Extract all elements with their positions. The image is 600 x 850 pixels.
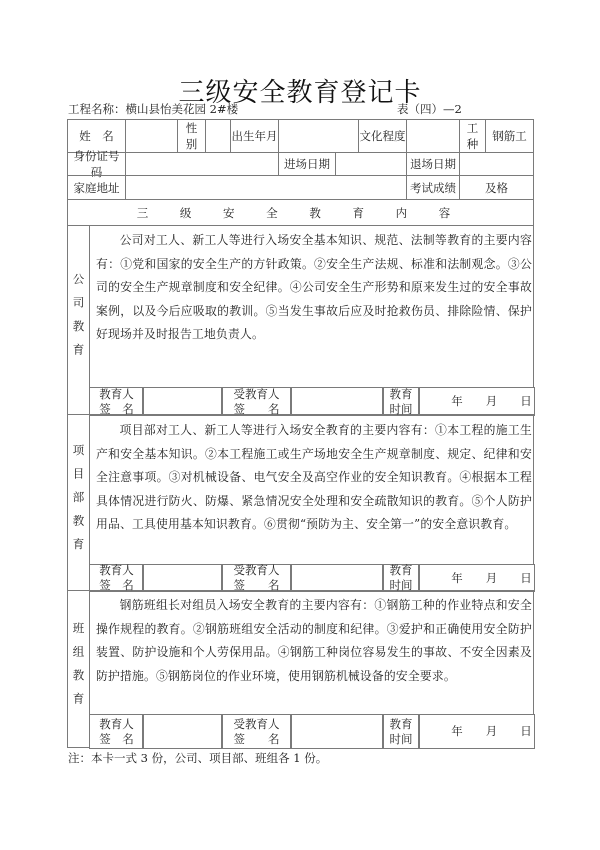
time-label: [382, 714, 420, 749]
section-label-text: 班组教育: [71, 622, 86, 716]
gender-label: 性别: [177, 119, 206, 153]
entry-date-label: 进场日期: [278, 152, 336, 176]
section-label-text: 项目部教育: [71, 443, 86, 562]
time-label: [382, 564, 420, 592]
time-label-line2: 时间: [389, 731, 413, 746]
exit-date-label: 退场日期: [406, 152, 460, 176]
date-text: 年 月 日: [451, 724, 532, 738]
footnote: 注：本卡一式 3 份，公司、项目部、班组各 1 份。: [68, 751, 328, 765]
exit-date-field[interactable]: [459, 152, 534, 176]
section-text-team: 钢筋班组长对组员入场安全教育的主要内容有：①钢筋工种的作业特点和安全操作规程的教育。②钢筋班组安全活动的制度和纪律。③爱护和正确使用安全防护装置、防护设施和个人劳保用品。④钢筋工种岗位容易发生的事故、不安全因素及防护措施。⑤钢筋岗位的作业环境，使用钢筋机械设备的安全要求。: [96, 598, 532, 683]
date-text: 年 月 日: [451, 570, 532, 585]
time-label-line1: 教育: [389, 563, 413, 577]
birth-label: 出生年月: [230, 119, 279, 153]
birth-field[interactable]: [278, 119, 359, 153]
trainee-label-line2: 签 名: [233, 401, 280, 416]
time-label-line2: 时间: [389, 578, 413, 592]
educator-label-line1: 教育人: [99, 563, 134, 577]
section-text-company: 公司对工人、新工人等进行入场安全基本知识、规范、法制等教育的主要内容有：①党和国家的安全生产的方针政策。②安全生产法规、标准和法制观念。③公司的安全生产规章制度和安全纪律。④公司安全生产形势和原来发生过的安全事故案例，以及今后应吸取的教训。⑤当发生事故后应及时抢救伤员、排除险情、保护好现场并及时报告工地负责人。: [96, 233, 532, 341]
date-text: 年 月 日: [451, 394, 532, 408]
education-date-field[interactable]: [418, 714, 535, 749]
name-label: 姓 名: [67, 119, 126, 153]
time-label-line2: 时间: [389, 401, 413, 416]
educator-label: [89, 564, 144, 592]
educator-label-line2: 签 名: [99, 731, 134, 746]
educator-signature-field[interactable]: [142, 564, 223, 592]
id-label: 身份证号码: [67, 152, 126, 176]
educator-label-line2: 签 名: [99, 401, 134, 416]
id-field[interactable]: [125, 152, 279, 176]
educator-label: [89, 387, 144, 416]
trainee-label-line2: 签 名: [233, 578, 280, 592]
educator-label-line1: 教育人: [99, 716, 134, 731]
section-label-project: [67, 414, 90, 591]
trainee-label: [221, 387, 292, 416]
education-date-field[interactable]: [418, 387, 535, 416]
education-date-field[interactable]: [418, 564, 535, 592]
trainee-signature-field[interactable]: [290, 714, 384, 749]
entry-date-field[interactable]: [335, 152, 407, 176]
trainee-label-line2: 签 名: [233, 731, 280, 746]
educator-signature-field[interactable]: [142, 714, 223, 749]
educator-label-line2: 签 名: [99, 578, 134, 592]
content-heading: 三 级 安 全 教 育 内 容: [67, 199, 534, 226]
address-label: 家庭地址: [67, 175, 126, 200]
trainee-label-line1: 受教育人: [233, 716, 280, 731]
trade-value: 钢筋工: [485, 119, 534, 153]
section-text-project: 项目部对工人、新工人等进行入场安全教育的主要内容有：①本工程的施工生产和安全基本知识。②本工程施工或生产场地安全生产规章制度、规定、纪律和安全注意事项。③对机械设备、电气安全及高空作业的安全知识教育。④根据本工程具体情况进行防火、防爆、紧急情况安全处理和安全疏散知识的教育。⑤个人防护用品、工具使用基本知识教育。⑥贯彻“预防为主、安全第一”的安全意识教育。: [96, 423, 532, 531]
trainee-label: [221, 564, 292, 592]
form-number: 表（四）—2: [397, 102, 462, 116]
time-label-line1: 教育: [389, 386, 413, 401]
exam-label: 考试成绩: [406, 175, 460, 200]
project-name: 工程名称：横山县怡美花园 2#楼: [68, 102, 239, 116]
name-field[interactable]: [125, 119, 178, 153]
educator-label-line1: 教育人: [99, 386, 134, 401]
gender-field[interactable]: [205, 119, 231, 153]
section-label-text: 公司教育: [71, 273, 86, 367]
trade-label: 工种: [459, 119, 486, 153]
section-label-company: [67, 225, 90, 415]
education-field[interactable]: [406, 119, 460, 153]
time-label: [382, 387, 420, 416]
trainee-signature-field[interactable]: [290, 564, 384, 592]
trainee-label: [221, 714, 292, 749]
section-label-team: [67, 590, 90, 748]
trainee-signature-field[interactable]: [290, 387, 384, 416]
address-field[interactable]: [125, 175, 407, 200]
exam-value: 及格: [459, 175, 534, 200]
trainee-label-line1: 受教育人: [233, 386, 280, 401]
education-label: 文化程度: [358, 119, 407, 153]
trainee-label-line1: 受教育人: [233, 563, 280, 577]
page-title: 三级安全教育登记卡: [178, 78, 422, 108]
time-label-line1: 教育: [389, 716, 413, 731]
educator-label: [89, 714, 144, 749]
educator-signature-field[interactable]: [142, 387, 223, 416]
